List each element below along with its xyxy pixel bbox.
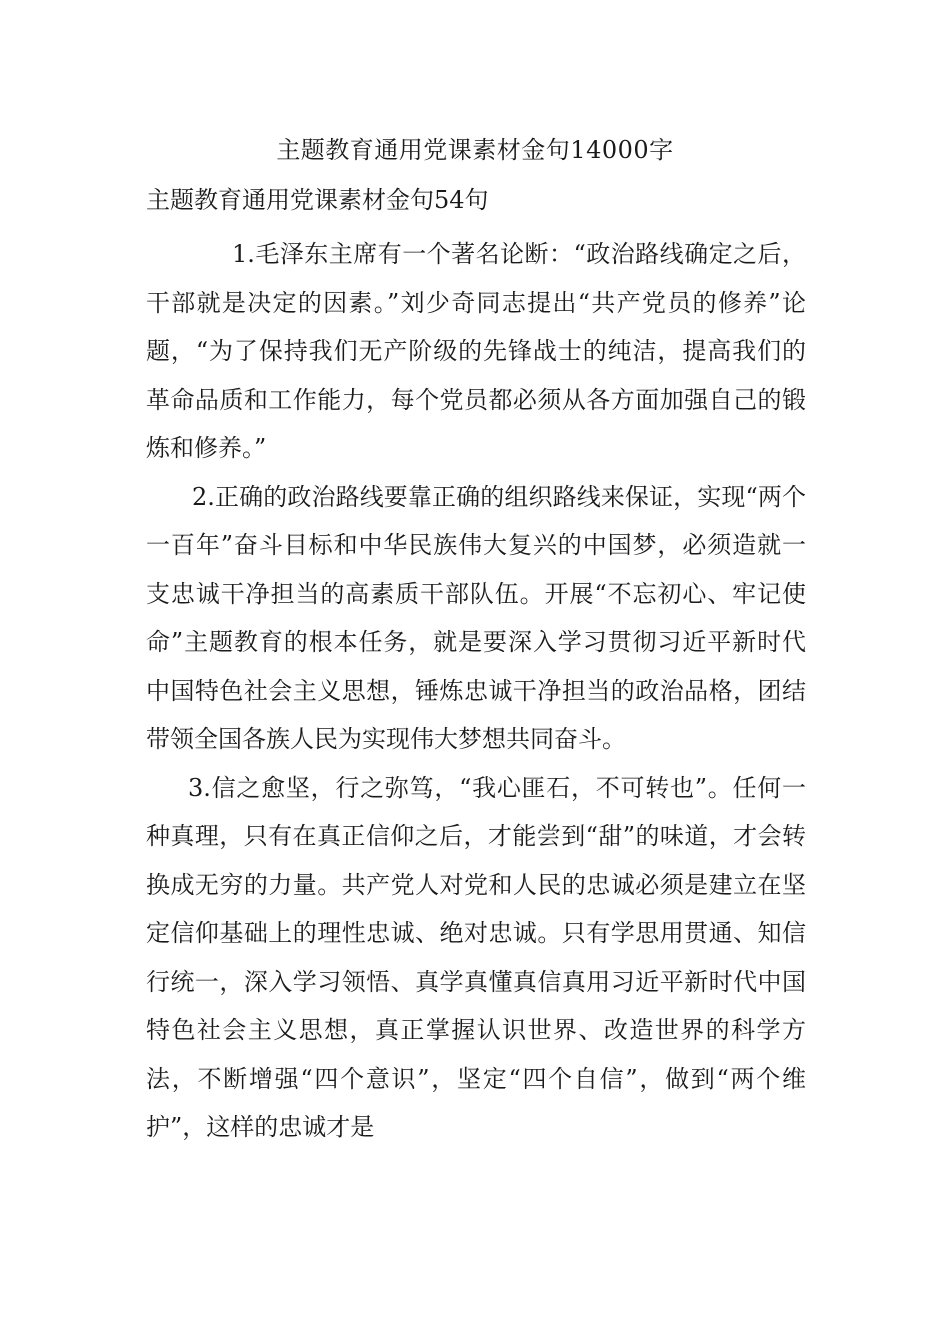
paragraph-3: 3.信之愈坚，行之弥笃，“我心匪石，不可转也”。任何一种真理，只有在真正信仰之后，才能尝到“甜”的味道，才会转换成无穷的力量。共产党人对党和人民的忠诚必须是建立在坚定信仰基础上的理性忠诚、绝对忠诚。只有学思用贯通、知信行统一，深入学习领悟、真学真懂真信真用习近平新时代中国特色社会主义思想，真正掌握认识世界、改造世界的科学方法，不断增强“四个意识”，坚定“四个自信”，做到“两个维护”，这样的忠诚才是 [146,773,806,1141]
paragraph-2: 2.正确的政治路线要靠正确的组织路线来保证，实现“两个一百年”奋斗目标和中华民族伟大复兴的中国梦，必须造就一支忠诚干净担当的高素质干部队伍。开展“不忘初心、牢记使命”主题教育的根本任务，就是要深入学习贯彻习近平新时代中国特色社会主义思想，锤炼忠诚干净担当的政治品格，团结带领全国各族人民为实现伟大梦想共同奋斗。 [146,482,806,753]
document-subtitle: 主题教育通用党课素材金句54句 [146,186,489,214]
document-title: 主题教育通用党课素材金句14000字 [276,136,674,164]
document-body [146,230,806,1152]
paragraph-1: 1.毛泽东主席有一个著名论断：“政治路线确定之后，干部就是决定的因素。”刘少奇同志提出“共产党员的修养”论题，“为了保持我们无产阶级的先锋战士的纯洁，提高我们的革命品质和工作能力，每个党员都必须从各方面加强自己的锻炼和修养。” [146,240,806,462]
